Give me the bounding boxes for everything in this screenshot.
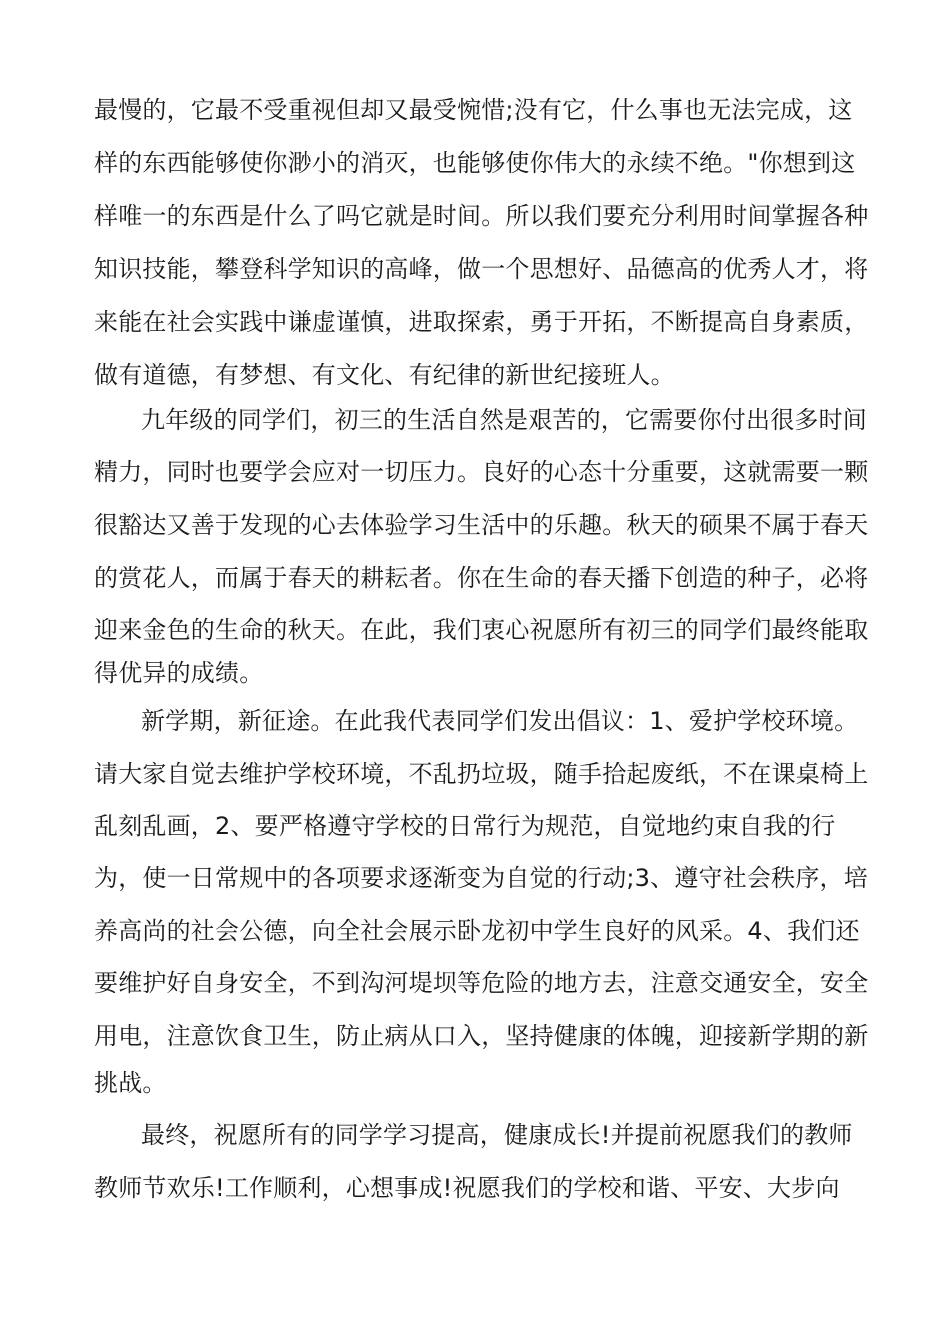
text-line: 养高尚的社会公德，向全社会展示卧龙初中学生良好的风采。4、我们还	[94, 917, 860, 945]
text-line: 做有道德，有梦想、有文化、有纪律的新世纪接班人。	[94, 361, 675, 389]
text-line: 用电，注意饮食卫生，防止病从口入，坚持健康的体魄，迎接新学期的新	[94, 1022, 869, 1050]
text-line: 的赏花人，而属于春天的耕耘者。你在生命的春天播下创造的种子，必将	[94, 564, 869, 592]
text-line: 样唯一的东西是什么了吗它就是时间。所以我们要充分利用时间掌握各种	[94, 202, 869, 230]
text-line: 教师节欢乐!工作顺利，心想事成!祝愿我们的学校和谐、平安、大步向	[94, 1174, 840, 1202]
text-line: 请大家自觉去维护学校环境，不乱扔垃圾，随手拾起废纸，不在课桌椅上	[94, 760, 869, 788]
text-line: 样的东西能够使你渺小的消灭，也能够使你伟大的永续不绝。"你想到这	[94, 149, 856, 177]
text-line: 得优异的成绩。	[94, 659, 264, 687]
text-line: 迎来金色的生命的秋天。在此，我们衷心祝愿所有初三的同学们最终能取	[94, 616, 869, 644]
paragraph-first-line: 最终，祝愿所有的同学学习提高，健康成长!并提前祝愿我们的教师	[141, 1121, 853, 1149]
text-line: 精力，同时也要学会应对一切压力。良好的心态十分重要，这就需要一颗	[94, 458, 869, 486]
text-line: 要维护好自身安全，不到沟河堤坝等危险的地方去，注意交通安全，安全	[94, 969, 869, 997]
text-line: 最慢的，它最不受重视但却又最受惋惜;没有它，什么事也无法完成，这	[94, 96, 853, 124]
text-line: 知识技能，攀登科学知识的高峰，做一个思想好、品德高的优秀人才，将	[94, 255, 869, 283]
text-line: 乱刻乱画，2、要严格遵守学校的日常行为规范，自觉地约束自我的行	[94, 812, 836, 840]
text-line: 为，使一日常规中的各项要求逐渐变为自觉的行动;3、遵守社会秩序，培	[94, 864, 868, 892]
text-line: 很豁达又善于发现的心去体验学习生活中的乐趣。秋天的硕果不属于春天	[94, 511, 869, 539]
paragraph-first-line: 九年级的同学们，初三的生活自然是艰苦的，它需要你付出很多时间	[141, 406, 867, 434]
paragraph-first-line: 新学期，新征途。在此我代表同学们发出倡议：1、爱护学校环境。	[141, 707, 859, 735]
text-line: 来能在社会实践中谦虚谨慎，进取探索，勇于开拓，不断提高自身素质，	[94, 308, 869, 336]
text-line: 挑战。	[94, 1069, 167, 1097]
